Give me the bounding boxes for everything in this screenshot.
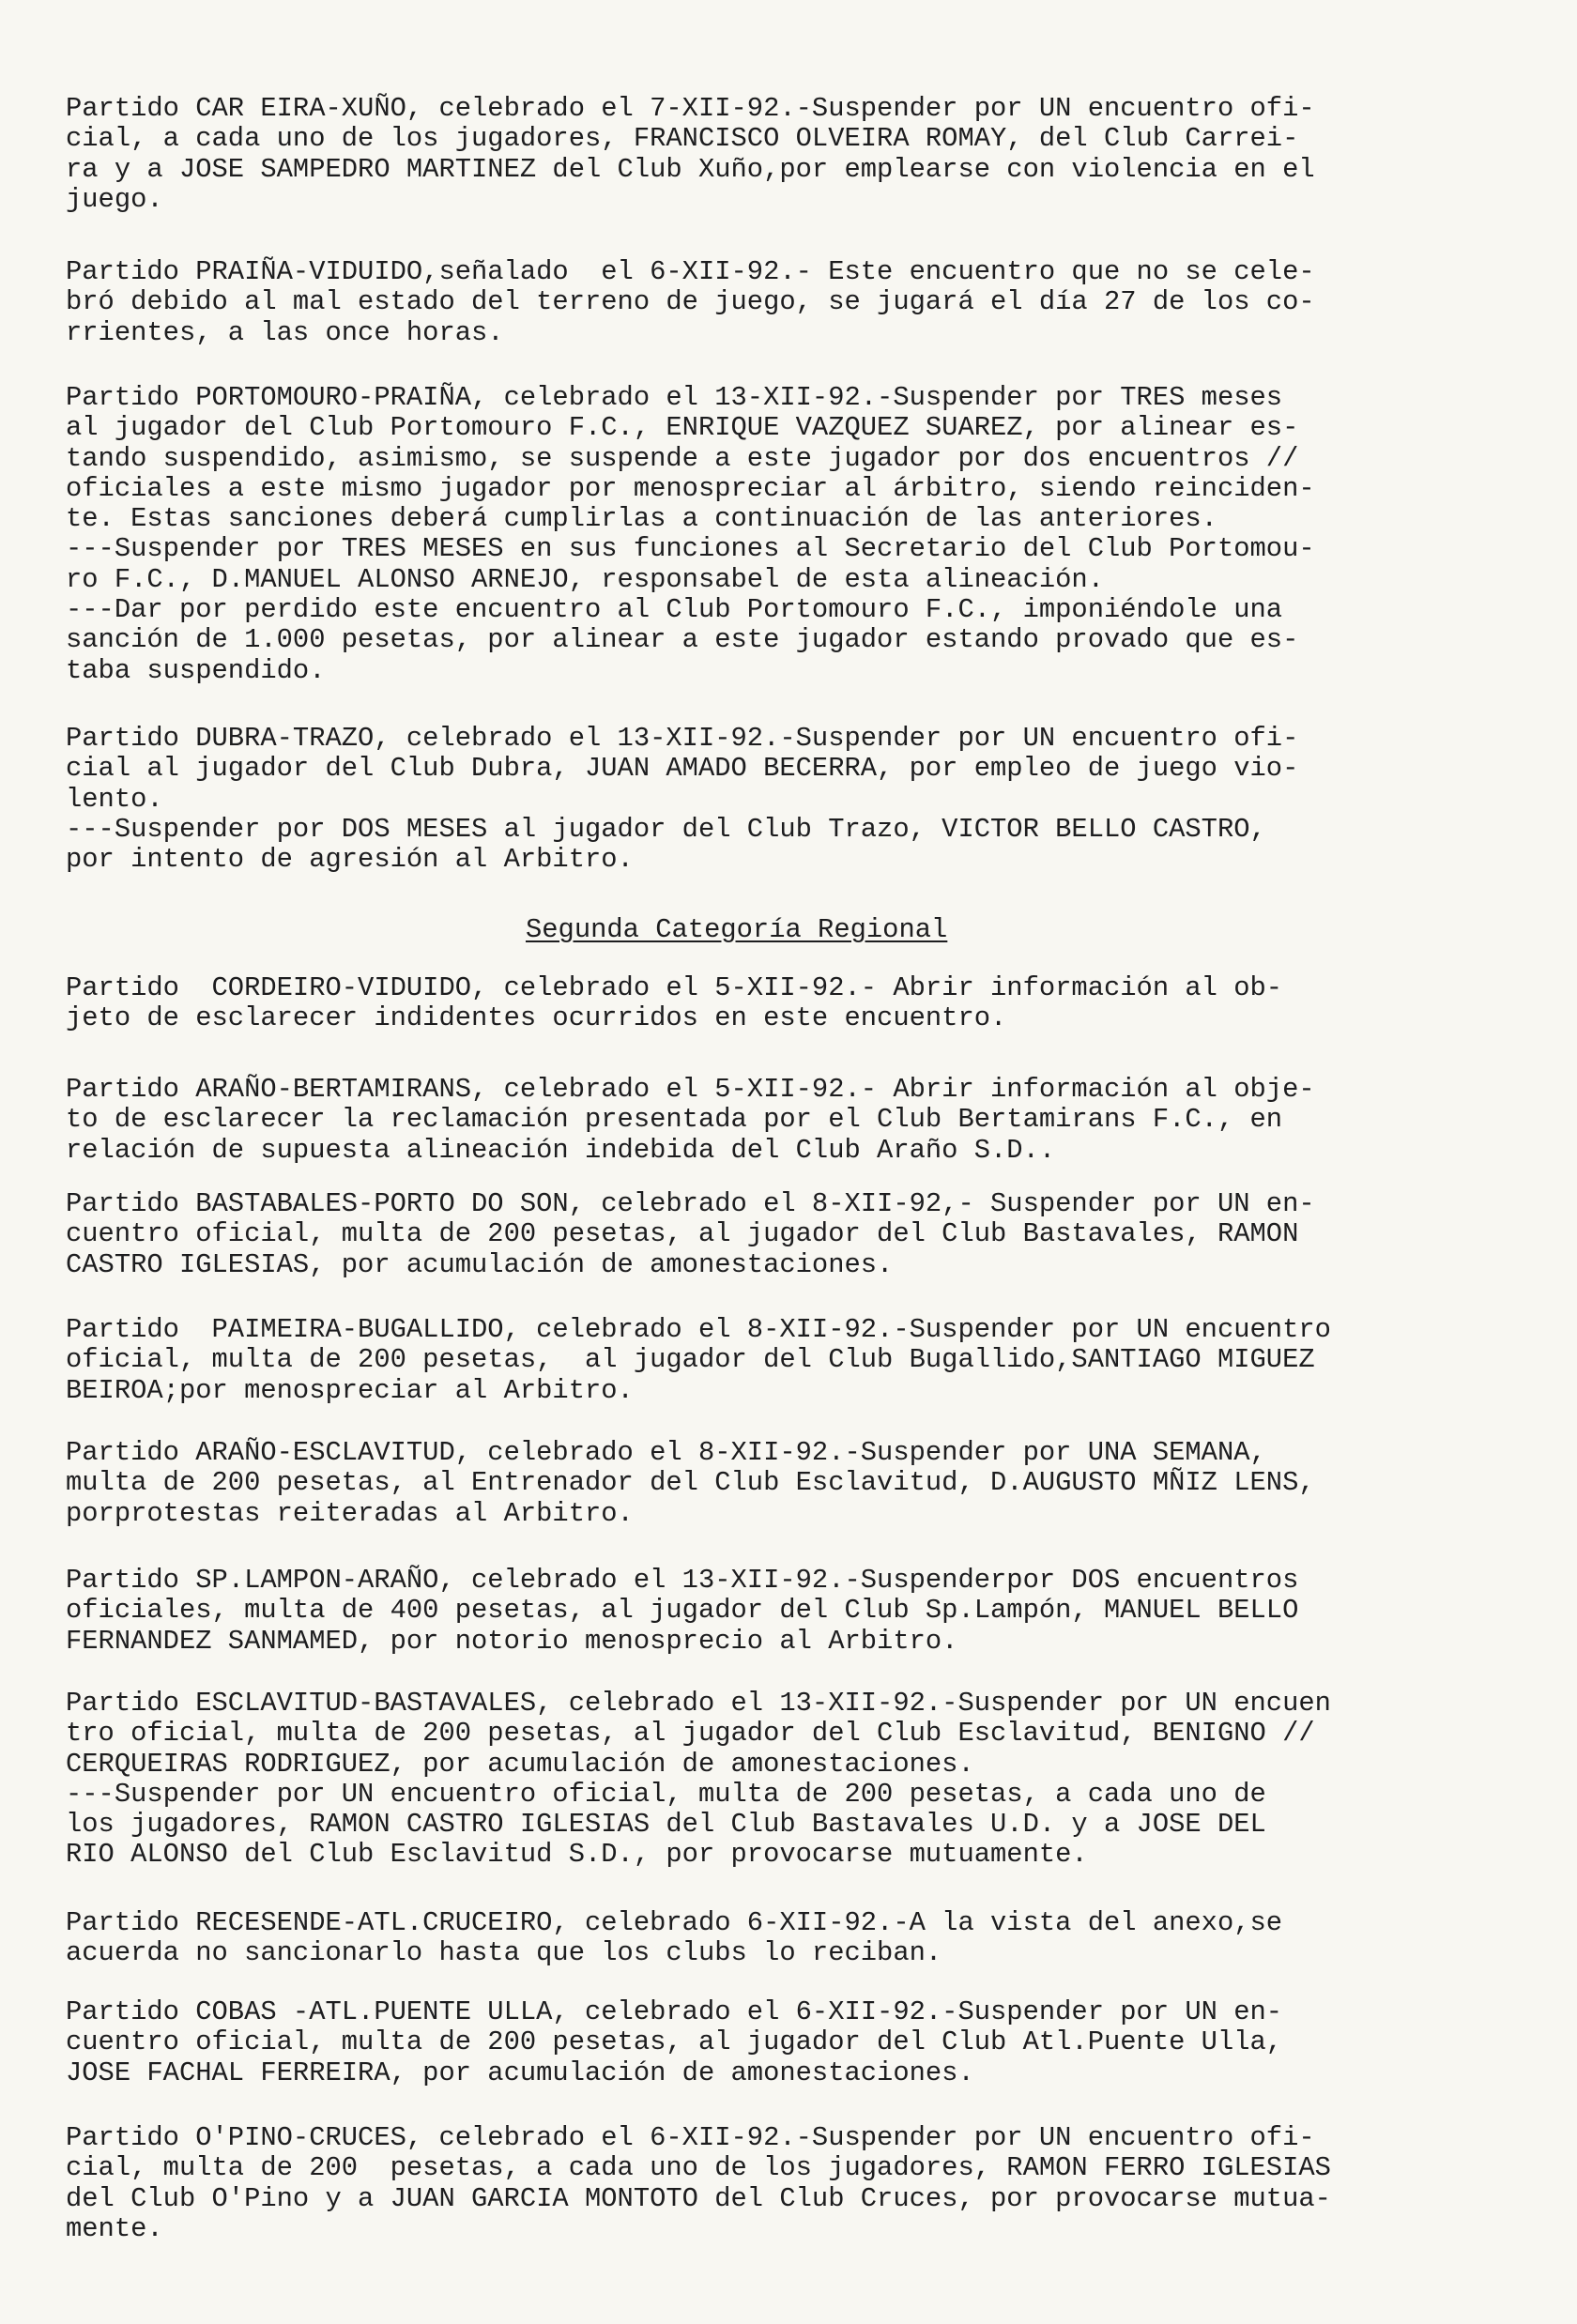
- text-line: porprotestas reiteradas al Arbitro.: [66, 1497, 634, 1529]
- text-line: JOSE FACHAL FERREIRA, por acumulación de amonestaciones.: [66, 2056, 974, 2088]
- text-line: tando suspendido, asimismo, se suspende a este jugador por dos encuentros //: [66, 442, 1299, 474]
- ruling-bastabales-porto-do-son: [66, 1189, 1549, 1280]
- text-line: ---Suspender por TRES MESES en sus funciones al Secretario del Club Portomou-: [66, 533, 1315, 565]
- ruling-praina-viduido: [66, 257, 1549, 348]
- text-line: jeto de esclarecer indidentes ocurridos en este encuentro.: [66, 1002, 1007, 1034]
- text-line: cial, a cada uno de los jugadores, FRANCISCO OLVEIRA ROMAY, del Club Carrei-: [66, 123, 1299, 155]
- section-heading: Segunda Categoría Regional: [526, 914, 948, 945]
- text-line: CERQUEIRAS RODRIGUEZ, por acumulación de amonestaciones.: [66, 1748, 974, 1780]
- ruling-portomouro-praina: [66, 383, 1549, 686]
- text-line: BEIROA;por menospreciar al Arbitro.: [66, 1374, 634, 1406]
- ruling-cordeiro-viduido: [66, 973, 1549, 1034]
- text-line: Partido DUBRA-TRAZO, celebrado el 13-XII-92.-Suspender por UN encuentro ofi-: [66, 723, 1299, 754]
- text-line: Partido SP.LAMPON-ARAÑO, celebrado el 13-XII-92.-Suspenderpor DOS encuentros: [66, 1565, 1299, 1596]
- text-line: RIO ALONSO del Club Esclavitud S.D., por provocarse mutuamente.: [66, 1839, 1088, 1871]
- text-line: los jugadores, RAMON CASTRO IGLESIAS del Club Bastavales U.D. y a JOSE DEL: [66, 1809, 1266, 1841]
- text-line: relación de supuesta alineación indebida del Club Araño S.D..: [66, 1134, 1056, 1166]
- text-line: acuerda no sancionarlo hasta que los clubs lo reciban.: [66, 1937, 942, 1969]
- text-line: to de esclarecer la reclamación presentada por el Club Bertamirans F.C., en: [66, 1104, 1283, 1136]
- text-line: oficial, multa de 200 pesetas, al jugador del Club Bugallido,SANTIAGO MIGUEZ: [66, 1344, 1315, 1376]
- text-line: Partido PRAIÑA-VIDUIDO,señalado el 6-XII-92.- Este encuentro que no se cele-: [66, 256, 1315, 287]
- ruling-arano-esclavitud: [66, 1438, 1549, 1529]
- text-line: mente.: [66, 2212, 163, 2244]
- ruling-paimeira-bugallido: [66, 1315, 1549, 1406]
- text-line: ---Suspender por UN encuentro oficial, multa de 200 pesetas, a cada uno de: [66, 1778, 1266, 1810]
- text-line: Partido RECESENDE-ATL.CRUCEIRO, celebrado 6-XII-92.-A la vista del anexo,se: [66, 1907, 1283, 1938]
- text-line: FERNANDEZ SANMAMED, por notorio menosprecio al Arbitro.: [66, 1625, 958, 1657]
- text-line: ---Suspender por DOS MESES al jugador del Club Trazo, VICTOR BELLO CASTRO,: [66, 813, 1266, 845]
- text-line: te. Estas sanciones deberá cumplirlas a continuación de las anteriores.: [66, 503, 1217, 535]
- text-line: ro F.C., D.MANUEL ALONSO ARNEJO, responsabel de esta alineación.: [66, 563, 1104, 595]
- text-line: ---Dar por perdido este encuentro al Club Portomouro F.C., imponiéndole una: [66, 594, 1283, 626]
- text-line: oficiales a este mismo jugador por menospreciar al árbitro, siendo reinciden-: [66, 472, 1315, 504]
- text-line: por intento de agresión al Arbitro.: [66, 844, 634, 876]
- text-line: bró debido al mal estado del terreno de juego, se jugará el día 27 de los co-: [66, 286, 1315, 318]
- ruling-arano-bertamirans: [66, 1075, 1549, 1166]
- ruling-recesende-atl-cruceiro: [66, 1908, 1549, 1969]
- text-line: Partido COBAS -ATL.PUENTE ULLA, celebrado el 6-XII-92.-Suspender por UN en-: [66, 1996, 1283, 2027]
- text-line: Partido O'PINO-CRUCES, celebrado el 6-XII-92.-Suspender por UN encuentro ofi-: [66, 2122, 1315, 2153]
- text-line: Partido ARAÑO-ESCLAVITUD, celebrado el 8-XII-92.-Suspender por UNA SEMANA,: [66, 1437, 1266, 1468]
- text-line: tro oficial, multa de 200 pesetas, al jugador del Club Esclavitud, BENIGNO //: [66, 1718, 1315, 1750]
- ruling-cobas-atl-puente-ulla: [66, 1997, 1549, 2088]
- text-line: Partido CORDEIRO-VIDUIDO, celebrado el 5-XII-92.- Abrir información al ob-: [66, 972, 1283, 1003]
- text-line: juego.: [66, 183, 163, 215]
- ruling-carreira-xuno: [66, 94, 1549, 215]
- text-line: rrientes, a las once horas.: [66, 316, 504, 348]
- ruling-o-pino-cruces: [66, 2123, 1549, 2244]
- ruling-esclavitud-bastavales: [66, 1689, 1549, 1871]
- text-line: cuentro oficial, multa de 200 pesetas, al jugador del Club Bastavales, RAMON: [66, 1218, 1299, 1250]
- text-line: cial, multa de 200 pesetas, a cada uno de los jugadores, RAMON FERRO IGLESIAS: [66, 2152, 1331, 2184]
- text-line: Partido BASTABALES-PORTO DO SON, celebrado el 8-XII-92,- Suspender por UN en-: [66, 1188, 1315, 1219]
- ruling-dubra-trazo: [66, 724, 1549, 875]
- text-line: al jugador del Club Portomouro F.C., ENRIQUE VAZQUEZ SUAREZ, por alinear es-: [66, 412, 1299, 444]
- text-line: CASTRO IGLESIAS, por acumulación de amonestaciones.: [66, 1248, 894, 1280]
- text-line: ra y a JOSE SAMPEDRO MARTINEZ del Club Xuño,por emplearse con violencia en el: [66, 153, 1315, 185]
- text-line: del Club O'Pino y a JUAN GARCIA MONTOTO del Club Cruces, por provocarse mutua-: [66, 2182, 1331, 2214]
- text-line: taba suspendido.: [66, 654, 326, 686]
- text-line: Partido ARAÑO-BERTAMIRANS, celebrado el 5-XII-92.- Abrir información al obje-: [66, 1074, 1315, 1105]
- text-line: cuentro oficial, multa de 200 pesetas, al jugador del Club Atl.Puente Ulla,: [66, 2026, 1283, 2058]
- text-line: multa de 200 pesetas, al Entrenador del Club Esclavitud, D.AUGUSTO MÑIZ LENS,: [66, 1467, 1315, 1499]
- ruling-sp-lampon-arano: [66, 1566, 1549, 1657]
- text-line: cial al jugador del Club Dubra, JUAN AMADO BECERRA, por empleo de juego vio-: [66, 753, 1299, 785]
- text-line: Partido PORTOMOURO-PRAIÑA, celebrado el 13-XII-92.-Suspender por TRES meses: [66, 382, 1283, 413]
- text-line: lento.: [66, 783, 163, 815]
- text-line: Partido CAR EIRA-XUÑO, celebrado el 7-XII-92.-Suspender por UN encuentro ofi-: [66, 93, 1315, 124]
- text-line: oficiales, multa de 400 pesetas, al jugador del Club Sp.Lampón, MANUEL BELLO: [66, 1595, 1299, 1627]
- text-line: Partido ESCLAVITUD-BASTAVALES, celebrado el 13-XII-92.-Suspender por UN encuen: [66, 1688, 1331, 1719]
- text-line: sanción de 1.000 pesetas, por alinear a este jugador estando provado que es-: [66, 624, 1299, 656]
- text-line: Partido PAIMEIRA-BUGALLIDO, celebrado el 8-XII-92.-Suspender por UN encuentro: [66, 1314, 1331, 1345]
